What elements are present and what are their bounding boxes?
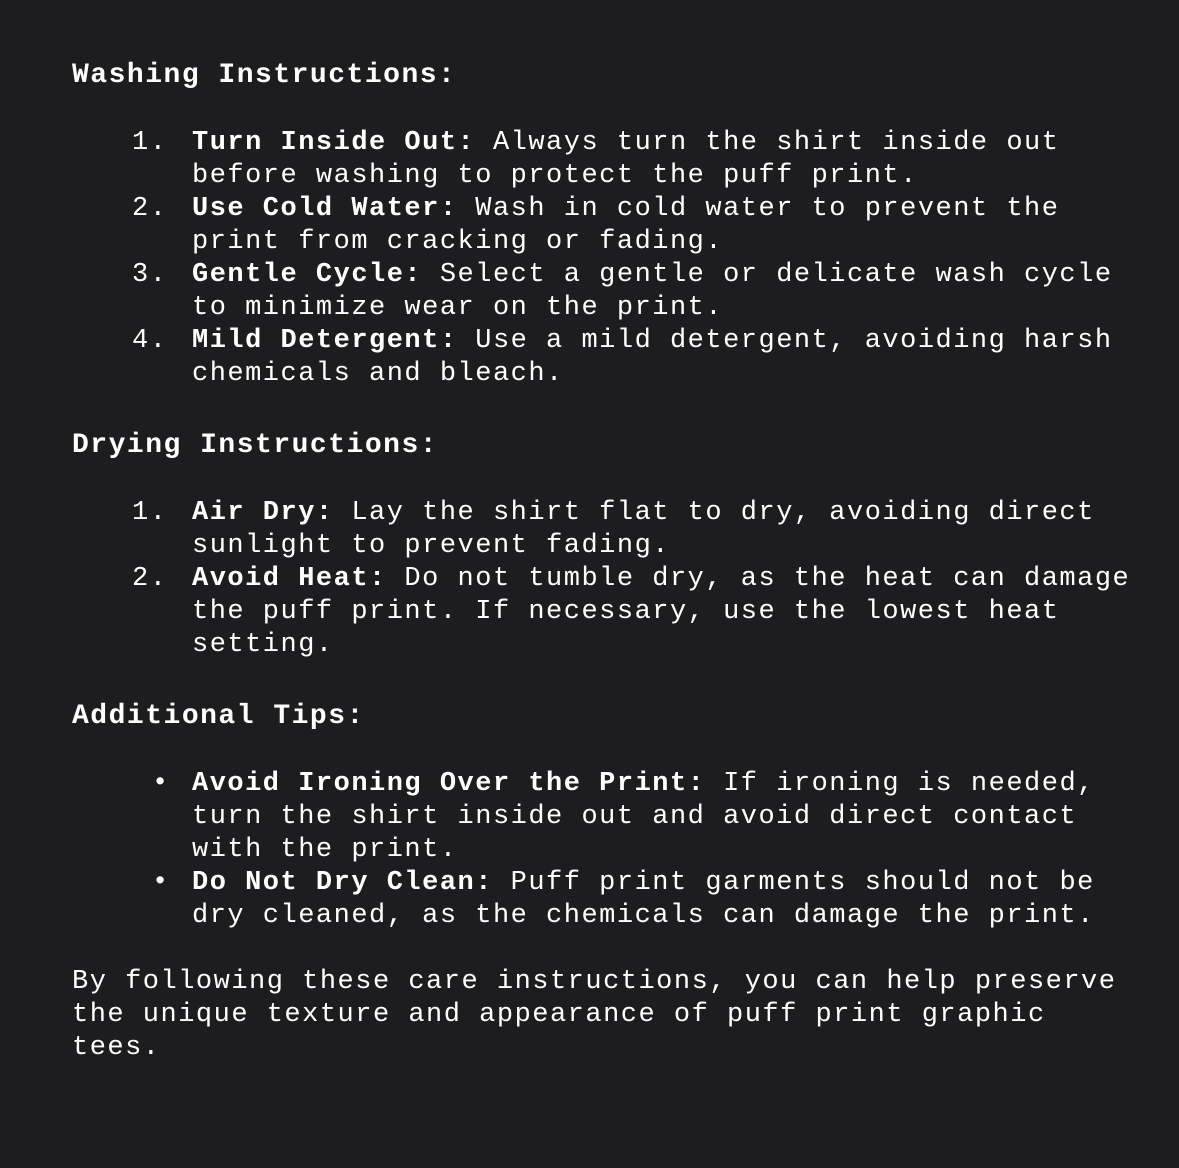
message-content [72, 58, 1132, 1065]
item-label: Mild Detergent: [192, 326, 458, 356]
list-number: 1. [132, 128, 168, 158]
bullet-icon: • [152, 769, 170, 799]
tips-heading: Additional Tips: [72, 701, 365, 732]
list-item [72, 497, 1132, 563]
list-item [72, 127, 1132, 193]
list-item [72, 325, 1132, 391]
list-number: 3. [132, 260, 168, 290]
item-label: Avoid Heat: [192, 564, 387, 594]
item-label: Air Dry: [192, 498, 334, 528]
item-label: Turn Inside Out: [192, 128, 476, 158]
closing-paragraph: By following these care instructions, you can help preserve the unique texture and appearance of puff print graphic tees. [72, 967, 1117, 1063]
tips-list [72, 768, 1132, 933]
list-number: 4. [132, 326, 168, 356]
list-number: 2. [132, 194, 168, 224]
item-label: Gentle Cycle: [192, 260, 423, 290]
item-text: Use a mild detergent, avoiding harsh chemicals and bleach. [192, 326, 1113, 389]
list-item [72, 867, 1132, 933]
item-label: Avoid Ironing Over the Print: [192, 769, 706, 799]
washing-list [72, 127, 1132, 391]
item-text: Puff print garments should not be dry cleaned, as the chemicals can damage the print. [192, 868, 1095, 931]
item-text: Always turn the shirt inside out before washing to protect the puff print. [192, 128, 1060, 191]
item-text: If ironing is needed, turn the shirt inside out and avoid direct contact with the print. [192, 769, 1095, 865]
drying-list [72, 497, 1132, 662]
list-number: 2. [132, 564, 168, 594]
item-text: Select a gentle or delicate wash cycle to minimize wear on the print. [192, 260, 1113, 323]
list-item [72, 259, 1132, 325]
item-label: Do Not Dry Clean: [192, 868, 493, 898]
washing-heading: Washing Instructions: [72, 60, 457, 91]
list-item [72, 193, 1132, 259]
item-text: Do not tumble dry, as the heat can damage the puff print. If necessary, use the lowest heat setting. [192, 564, 1131, 660]
item-label: Use Cold Water: [192, 194, 458, 224]
item-text: Lay the shirt flat to dry, avoiding direct sunlight to prevent fading. [192, 498, 1095, 561]
item-text: Wash in cold water to prevent the print from cracking or fading. [192, 194, 1060, 257]
drying-heading: Drying Instructions: [72, 430, 439, 461]
bullet-icon: • [152, 868, 170, 898]
list-item [72, 768, 1132, 867]
list-item [72, 563, 1132, 662]
list-number: 1. [132, 498, 168, 528]
